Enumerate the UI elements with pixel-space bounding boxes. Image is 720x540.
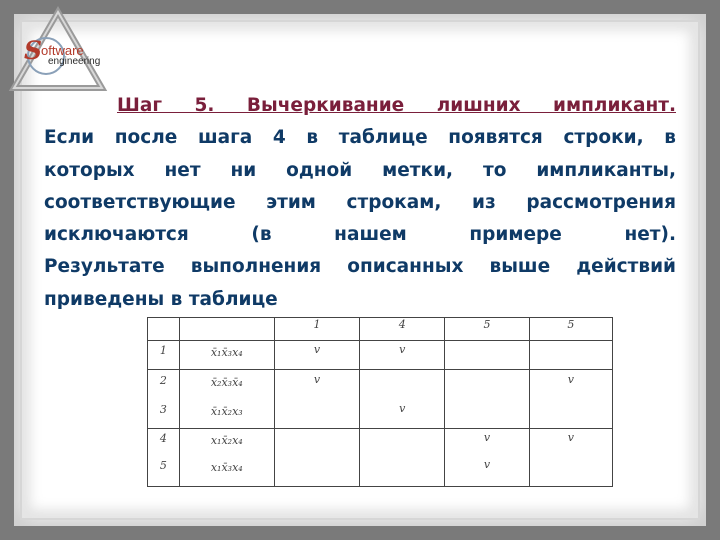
logo-subword: engineering (48, 56, 101, 67)
mark-cell (529, 429, 612, 487)
mark-cell (445, 370, 529, 429)
body-paragraph (44, 90, 676, 316)
mark-cell (445, 429, 529, 487)
coverage-mark: v (567, 373, 574, 386)
coverage-mark: v (483, 431, 491, 444)
mark-cell (529, 341, 612, 370)
table-header-row (148, 318, 613, 341)
implicant-cell (179, 429, 274, 487)
logo-word: oftware (41, 43, 84, 58)
header-cell (148, 318, 180, 341)
coverage-mark: v (567, 431, 574, 444)
logo-letter: S (24, 36, 43, 65)
paragraph-line: исключаются (в нашем примере нет). (44, 224, 676, 246)
coverage-mark: v (399, 402, 406, 415)
row-number: 5 (159, 459, 167, 472)
table-row (148, 341, 613, 370)
mark-cell (274, 341, 359, 370)
table-row (148, 370, 613, 429)
header-cell: 4 (360, 318, 445, 341)
step-heading: Шаг 5. Вычеркивание лишних импликант. (117, 95, 676, 116)
row-number: 2 (159, 374, 167, 387)
paragraph-line: Если после шага 4 в таблице появятся строки, в (44, 127, 676, 149)
header-cell: 1 (274, 318, 359, 341)
mark-cell (274, 429, 359, 487)
mark-cell (529, 370, 612, 429)
mark-cell (360, 429, 445, 487)
implicant-cell (179, 370, 274, 429)
row-number: 1 (159, 344, 167, 357)
implicant-term: x̄₁x̄₃x₄ (210, 346, 243, 359)
coverage-mark: v (399, 343, 406, 356)
mark-cell (445, 341, 529, 370)
implicant-term: x₁x̄₃x₄ (210, 461, 243, 474)
implicant-table (147, 317, 613, 487)
implicant-cell (179, 341, 274, 370)
header-cell (179, 318, 274, 341)
row-number-cell (148, 341, 180, 370)
paragraph-line: которых нет ни одной метки, то импликанты, (44, 159, 676, 181)
header-cell: 5 (445, 318, 529, 341)
implicant-term: x̄₁x̄₂x₃ (210, 405, 243, 418)
row-number-cell (148, 429, 180, 487)
software-engineering-logo (8, 6, 108, 96)
header-cell: 5 (529, 318, 612, 341)
row-number: 3 (159, 403, 167, 416)
paragraph-heading-line (44, 90, 676, 122)
coverage-mark: v (313, 373, 321, 386)
paragraph-line: Результате выполнения описанных выше действий (44, 256, 676, 278)
mark-cell (360, 370, 445, 429)
coverage-mark: v (313, 343, 321, 356)
implicant-term: x₁x̄₂x₄ (210, 434, 243, 447)
paragraph-line: приведены в таблице (44, 288, 278, 310)
row-number-cell (148, 370, 180, 429)
row-number: 4 (159, 432, 167, 445)
mark-cell (274, 370, 359, 429)
implicant-term: x̄₂x̄₃x̄₄ (210, 376, 243, 389)
table-row (148, 429, 613, 487)
paragraph-line: соответствующие этим строкам, из рассмотрения (44, 191, 676, 213)
mark-cell (360, 341, 445, 370)
coverage-mark: v (483, 458, 491, 471)
